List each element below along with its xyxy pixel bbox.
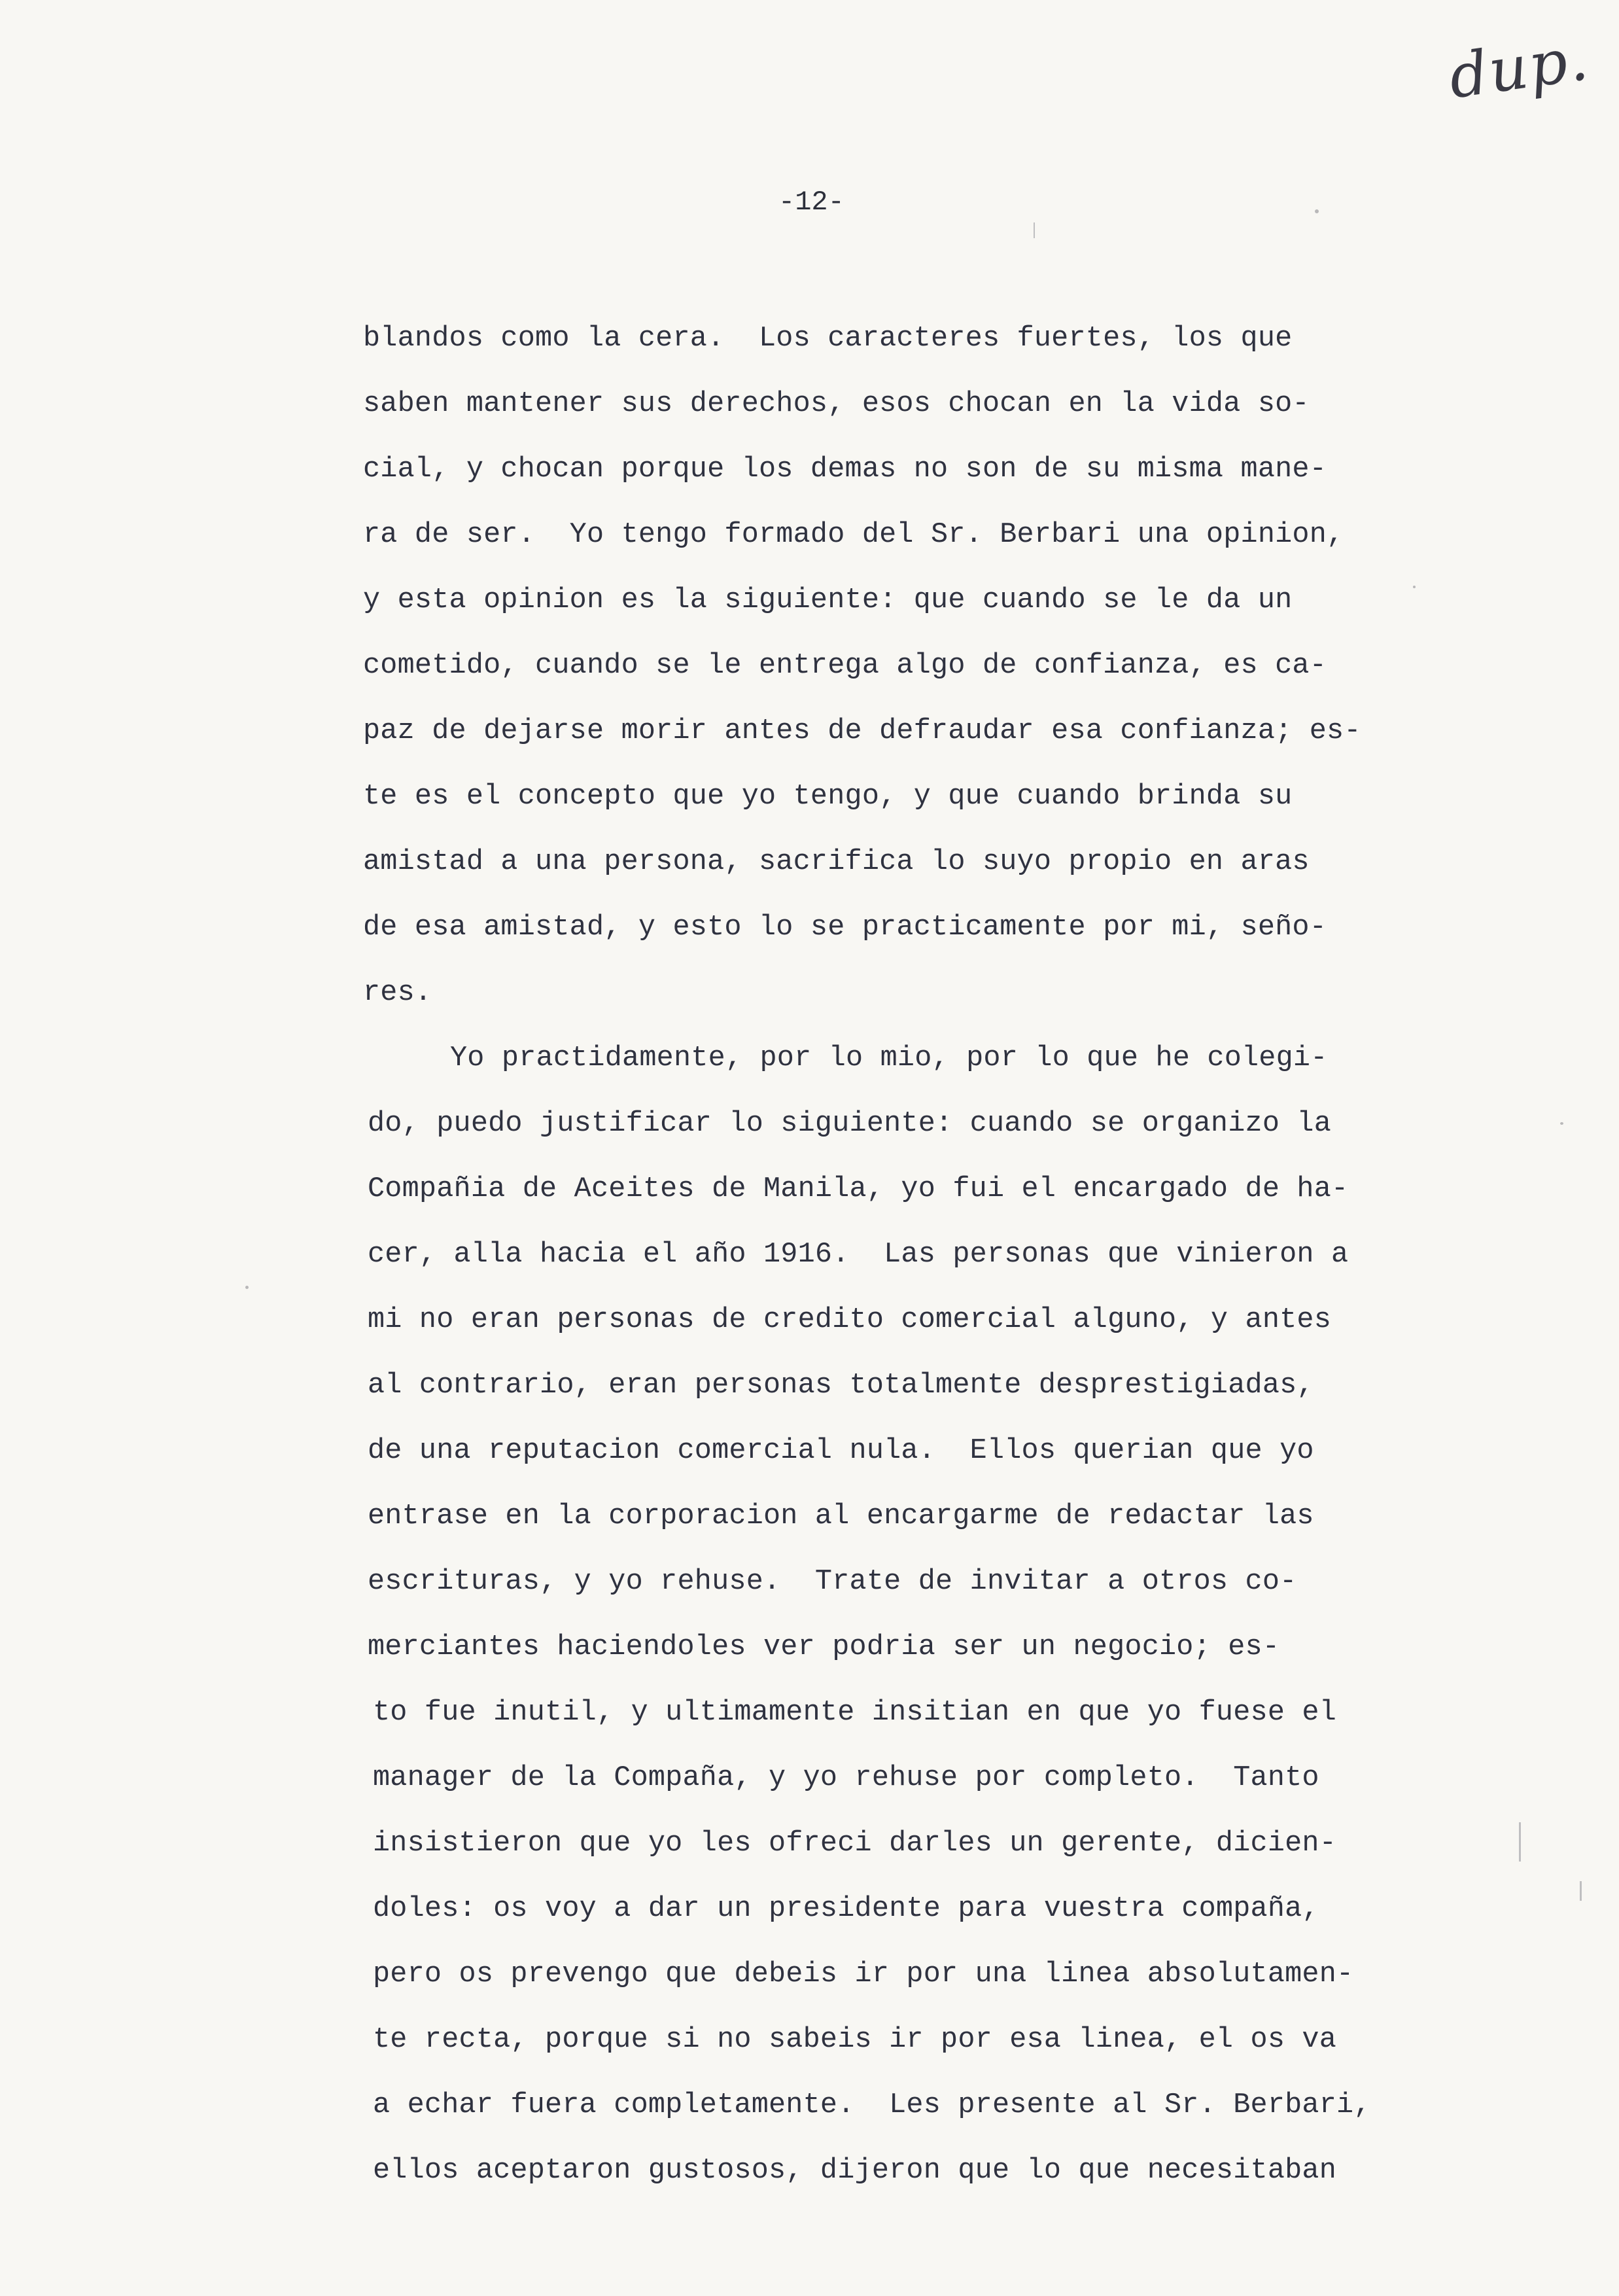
text-line: manager de la Compaña, y yo rehuse por completo. Tanto (373, 1762, 1319, 1794)
text-line: cial, y chocan porque los demas no son de su misma mane- (363, 453, 1327, 486)
paper-speck (1315, 209, 1319, 213)
text-line: entrase en la corporacion al encargarme de redactar las (368, 1500, 1314, 1532)
text-line: a echar fuera completamente. Les presente al Sr. Berbari, (373, 2089, 1371, 2121)
text-line: do, puedo justificar lo siguiente: cuando se organizo la (368, 1108, 1332, 1140)
text-line: saben mantener sus derechos, esos chocan en la vida so- (363, 388, 1310, 420)
text-line: doles: os voy a dar un presidente para vuestra compaña, (373, 1893, 1319, 1925)
text-line: te es el concepto que yo tengo, y que cuando brinda su (363, 781, 1293, 813)
text-line: de una reputacion comercial nula. Ellos querian que yo (368, 1435, 1314, 1467)
text-line: cer, alla hacia el año 1916. Las personas que vinieron a (368, 1239, 1349, 1271)
text-line: mi no eran personas de credito comercial alguno, y antes (368, 1304, 1332, 1336)
text-line: escrituras, y yo rehuse. Trate de invitar a otros co- (368, 1566, 1297, 1598)
page-number: -12- (778, 186, 844, 218)
paper-mark (1580, 1881, 1582, 1901)
text-line: to fue inutil, y ultimamente insitian en que yo fuese el (373, 1697, 1337, 1729)
text-line: te recta, porque si no sabeis ir por esa linea, el os va (373, 2024, 1337, 2056)
text-line: Yo practidamente, por lo mio, por lo que he colegi- (450, 1042, 1328, 1074)
text-line: cometido, cuando se le entrega algo de confianza, es ca- (363, 650, 1327, 682)
text-line: amistad a una persona, sacrifica lo suyo propio en aras (363, 846, 1310, 878)
handwritten-annotation: dup. (1444, 23, 1593, 113)
text-line: de esa amistad, y esto lo se practicamente por mi, seño- (363, 911, 1327, 944)
text-line: insistieron que yo les ofreci darles un gerente, dicien- (373, 1828, 1337, 1860)
paper-speck (1560, 1122, 1563, 1125)
text-line: res. (363, 977, 432, 1009)
text-line: Compañia de Aceites de Manila, yo fui el encargado de ha- (368, 1173, 1349, 1205)
paper-speck (1413, 586, 1416, 588)
paper-speck (245, 1286, 249, 1289)
text-line: y esta opinion es la siguiente: que cuando se le da un (363, 584, 1293, 616)
text-line: pero os prevengo que debeis ir por una linea absolutamen- (373, 1958, 1354, 1990)
text-line: al contrario, eran personas totalmente desprestigiadas, (368, 1369, 1314, 1402)
text-line: paz de dejarse morir antes de defraudar esa confianza; es- (363, 715, 1361, 747)
paper-mark (1034, 222, 1035, 238)
text-line: blandos como la cera. Los caracteres fuertes, los que (363, 323, 1293, 355)
text-line: merciantes haciendoles ver podria ser un negocio; es- (368, 1631, 1280, 1663)
paper-mark (1519, 1822, 1521, 1862)
text-line: ra de ser. Yo tengo formado del Sr. Berbari una opinion, (363, 519, 1344, 551)
text-line: ellos aceptaron gustosos, dijeron que lo que necesitaban (373, 2155, 1337, 2187)
